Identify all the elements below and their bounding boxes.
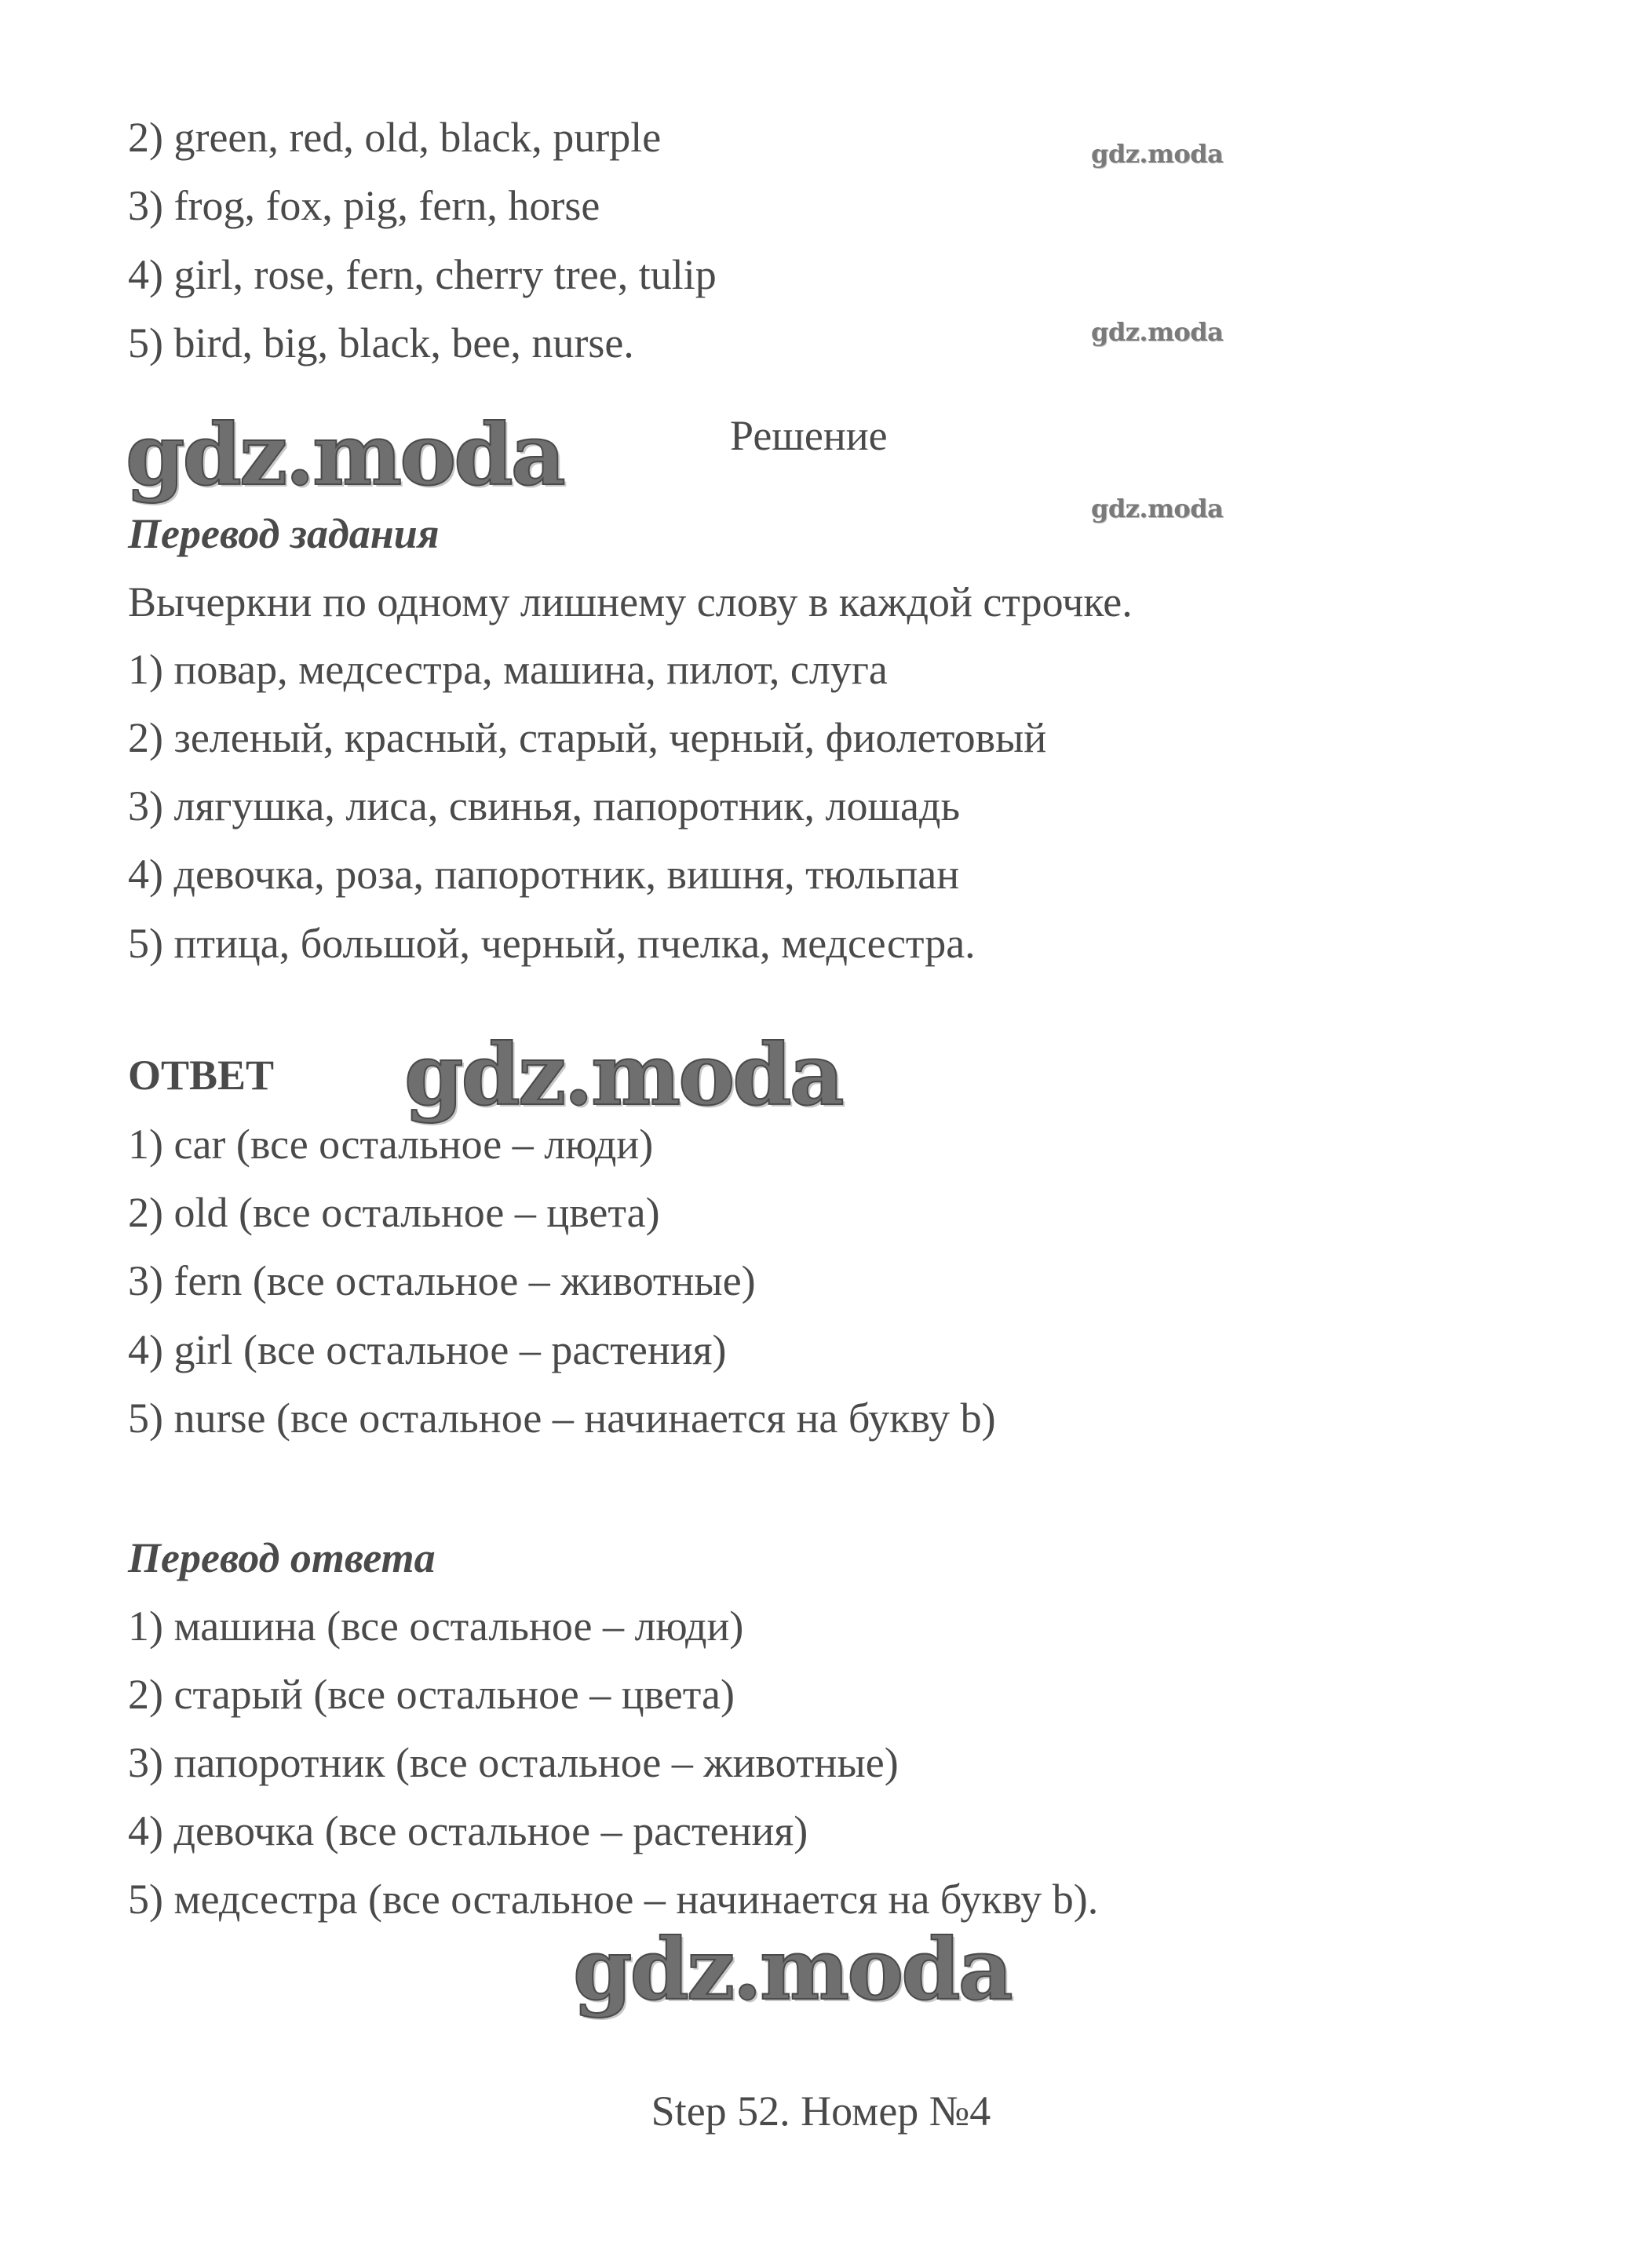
translation-line-5: 5) птица, большой, черный, пчелка, медсестра.	[128, 920, 976, 967]
answer-line-1: 1) car (все остальное – люди)	[128, 1121, 654, 1168]
answer-line-5: 5) nurse (все остальное – начинается на букву b)	[128, 1395, 996, 1442]
translation-line-4: 4) девочка, роза, папоротник, вишня, тюльпан	[128, 851, 960, 898]
answer-line-2: 2) old (все остальное – цвета)	[128, 1189, 660, 1236]
page-footer: Step 52. Номер №4	[651, 2088, 991, 2135]
answer-line-3: 3) fern (все остальное – животные)	[128, 1257, 756, 1304]
translation-line-3: 3) лягушка, лиса, свинья, папоротник, лошадь	[128, 782, 961, 830]
watermark-small: gdz.moda	[1091, 139, 1224, 169]
answer-translation-line-4: 4) девочка (все остальное – растения)	[128, 1807, 808, 1854]
watermark-large: gdz.moda	[404, 1026, 842, 1125]
watermark-large: gdz.moda	[573, 1920, 1011, 2019]
watermark-small: gdz.moda	[1091, 494, 1224, 523]
answer-translation-line-1: 1) машина (все остальное – люди)	[128, 1603, 744, 1650]
answer-translation-line-3: 3) папоротник (все остальное – животные)	[128, 1739, 899, 1786]
translation-heading: Перевод задания	[128, 510, 440, 557]
solution-title: Решение	[730, 412, 888, 459]
answer-line-4: 4) girl (все остальное – растения)	[128, 1326, 727, 1373]
task-line-2: 2) green, red, old, black, purple	[128, 114, 662, 161]
answer-translation-heading: Перевод ответа	[128, 1534, 436, 1581]
task-line-4: 4) girl, rose, fern, cherry tree, tulip	[128, 251, 717, 298]
answer-translation-line-5: 5) медсестра (все остальное – начинается на букву b).	[128, 1876, 1099, 1923]
translation-line-1: 1) повар, медсестра, машина, пилот, слуга	[128, 646, 888, 693]
watermark-small: gdz.moda	[1091, 317, 1224, 347]
task-line-5: 5) bird, big, black, bee, nurse.	[128, 319, 634, 366]
watermark-large: gdz.moda	[126, 406, 564, 505]
answer-heading: ОТВЕТ	[128, 1052, 275, 1099]
translation-line-2: 2) зеленый, красный, старый, черный, фиолетовый	[128, 714, 1047, 761]
translation-instruction: Вычеркни по одному лишнему слову в каждой строчке.	[128, 578, 1133, 625]
task-line-3: 3) frog, fox, pig, fern, horse	[128, 182, 600, 229]
answer-translation-line-2: 2) старый (все остальное – цвета)	[128, 1671, 735, 1718]
